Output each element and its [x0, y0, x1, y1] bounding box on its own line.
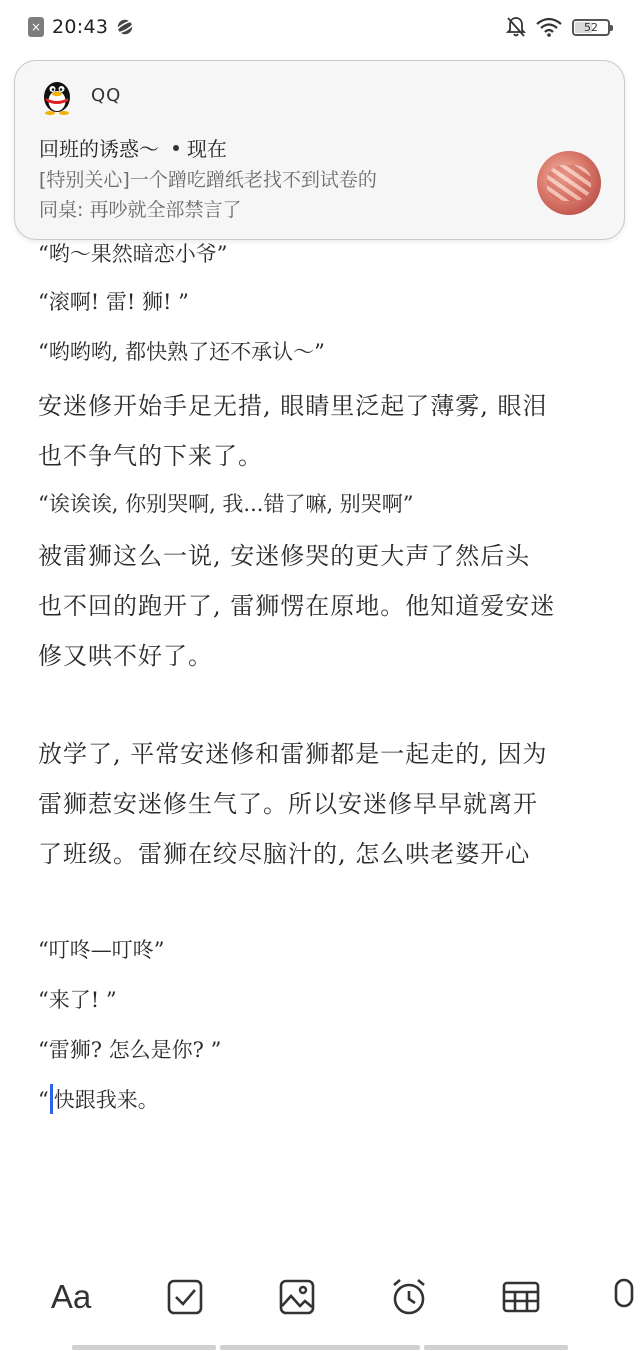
doc-line: “雷狮? 怎么是你? ” [38, 1038, 222, 1062]
doc-line: “哟哟哟, 都快熟了还不承认～” [38, 340, 325, 364]
scroll-indicator [72, 1345, 216, 1350]
contact-avatar [537, 151, 601, 215]
doc-line: “叮咚—叮咚” [38, 938, 165, 962]
text-cursor [50, 1084, 53, 1114]
table-icon[interactable] [500, 1276, 542, 1318]
doc-line: 雷狮惹安迷修生气了。所以安迷修早早就离开 [38, 790, 538, 818]
status-time: 20:43 [52, 16, 109, 38]
status-left [28, 16, 134, 38]
notification-time: 现在 [187, 137, 227, 161]
checkbox-icon[interactable] [164, 1276, 206, 1318]
notification-title-row [39, 133, 227, 162]
doc-line-prefix: “ [38, 1088, 49, 1112]
text-format-icon[interactable]: Aa [50, 1278, 92, 1315]
doc-line: 也不争气的下来了。 [38, 442, 263, 470]
doc-line: 修又哄不好了。 [38, 642, 213, 670]
status-bar [0, 0, 640, 56]
battery-indicator [572, 19, 610, 36]
image-icon[interactable] [276, 1276, 318, 1318]
doc-line-text: 快跟我来。 [53, 1088, 159, 1112]
qq-notification[interactable] [14, 60, 625, 240]
doc-line: “哟～果然暗恋小爷” [38, 242, 228, 266]
notification-message-line: [特别关心]一个蹭吃蹭纸老找不到试卷的 [39, 169, 377, 191]
doc-line: “来了! ” [38, 988, 117, 1012]
notification-close-icon: × [28, 17, 44, 37]
qq-penguin-icon [39, 77, 75, 115]
notification-message [39, 165, 509, 225]
wifi-icon [536, 17, 562, 37]
notification-message-line: 同桌: 再吵就全部禁言了 [39, 199, 242, 221]
doc-line: “滚啊! 雷! 狮! ” [38, 290, 189, 314]
doc-line-current[interactable] [38, 1084, 159, 1114]
notification-app-name: QQ [91, 85, 122, 106]
editor-toolbar [0, 1240, 640, 1351]
scroll-indicator [424, 1345, 568, 1350]
microphone-icon[interactable] [606, 1276, 640, 1318]
notification-sender: 回班的诱惑～ [39, 137, 159, 161]
mute-bell-icon [506, 16, 526, 38]
planet-icon [116, 18, 134, 36]
alarm-clock-icon[interactable] [388, 1276, 430, 1318]
battery-text: 52 [584, 20, 598, 34]
scroll-indicator [220, 1345, 420, 1350]
doc-line: 安迷修开始手足无措, 眼睛里泛起了薄雾, 眼泪 [38, 392, 548, 420]
doc-line: 也不回的跑开了, 雷狮愣在原地。他知道爱安迷 [38, 592, 556, 620]
status-right [506, 16, 610, 38]
doc-line: “诶诶诶, 你别哭啊, 我...错了嘛, 别哭啊” [38, 492, 414, 516]
doc-line: 放学了, 平常安迷修和雷狮都是一起走的, 因为 [38, 740, 548, 768]
doc-line: 了班级。雷狮在绞尽脑汁的, 怎么哄老婆开心 [38, 840, 531, 868]
separator-dot [173, 145, 179, 151]
doc-line: 被雷狮这么一说, 安迷修哭的更大声了然后头 [38, 542, 531, 570]
